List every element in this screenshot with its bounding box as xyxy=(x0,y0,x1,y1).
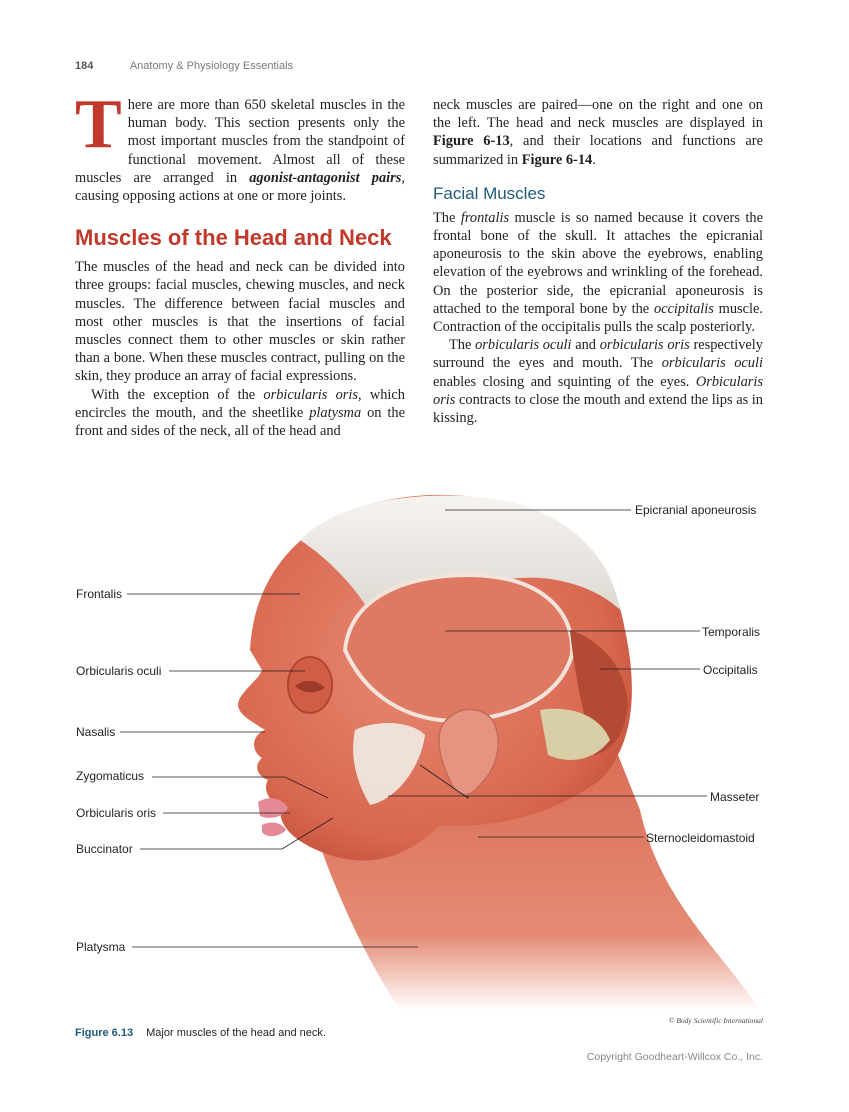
label-orbicularis-oris: Orbicularis oris xyxy=(76,806,157,820)
label-temporalis: Temporalis xyxy=(702,625,761,639)
label-occipitalis: Occipitalis xyxy=(703,663,758,677)
dropcap: T xyxy=(75,86,122,163)
body-paragraph: The frontalis muscle is so named because it covers the frontal bone of the skull. It attaches the epicranial aponeurosis to the skin above the eyebrows, enabling elevation of the eyebrows and wrinkling of the forehead. On the posterior side, the epicranial aponeurosis is attached to the temporal bone by the occipitalis muscle. Contraction of the occipitalis pulls the scalp posteriorly. xyxy=(433,209,763,336)
label-sternocleidomastoid: Sternocleidomastoid xyxy=(646,831,755,845)
figure-ref: Figure 6-13 xyxy=(433,133,510,150)
image-credit: © Body Scientific International xyxy=(668,1016,763,1025)
body-paragraph: neck muscles are paired—one on the right and one on the left. The head and neck muscles are displayed in Figure 6-13, and their locations and functions are summarized in Figure 6-14. xyxy=(433,97,763,168)
intro-paragraph: There are more than 650 skeletal muscles in the human body. This section presents only the most important muscles from the standpoint of functional movement. Almost all of these muscles are arranged in agonist-antagonist pairs, causing opposing actions at one or more joints. xyxy=(75,86,405,205)
page-number: 184 xyxy=(75,60,94,72)
right-column xyxy=(433,96,763,427)
head-neck-illustration xyxy=(0,480,849,1040)
label-frontalis: Frontalis xyxy=(76,587,123,601)
label-nasalis: Nasalis xyxy=(76,725,116,739)
label-masseter: Masseter xyxy=(710,790,760,804)
subsection-heading: Facial Muscles xyxy=(433,183,546,203)
running-header xyxy=(75,60,293,72)
label-orbicularis-oculi: Orbicularis oculi xyxy=(76,664,162,678)
body-paragraph: The muscles of the head and neck can be divided into three groups: facial muscles, chewing muscles, and neck muscles. The difference between facial muscles and most other muscles is that the insertions of facial muscles connect them to other muscles or skin rather than a bone. When these muscles contract, pulling on the skin, they produce an array of facial expressions. xyxy=(75,259,405,385)
figure-number: Figure 6.13 xyxy=(75,1027,134,1039)
book-title: Anatomy & Physiology Essentials xyxy=(129,60,294,72)
figure-ref: Figure 6-14 xyxy=(521,151,593,168)
anatomy-figure xyxy=(0,480,849,1040)
label-platysma: Platysma xyxy=(76,940,126,954)
left-column xyxy=(75,86,405,440)
label-epicranial-aponeurosis: Epicranial aponeurosis xyxy=(635,503,757,517)
figure-caption xyxy=(75,1027,326,1039)
label-zygomaticus: Zygomaticus xyxy=(76,769,145,783)
section-heading: Muscles of the Head and Neck xyxy=(75,225,392,251)
label-buccinator: Buccinator xyxy=(76,842,133,856)
emphasis-term: agonist-antagonist pairs xyxy=(249,169,402,186)
body-paragraph: With the exception of the orbicularis oris, which encircles the mouth, and the sheetlike platysma on the front and sides of the neck, all of the head and xyxy=(75,386,405,440)
body-paragraph: The orbicularis oculi and orbicularis oris respectively surround the eyes and mouth. The orbicularis oculi enables closing and squinting of the eyes. Orbicularis oris contracts to close the mouth and extend the lips as in kissing. xyxy=(433,337,763,427)
copyright: Copyright Goodheart-Willcox Co., Inc. xyxy=(586,1051,763,1063)
caption-text: Major muscles of the head and neck. xyxy=(146,1027,326,1039)
